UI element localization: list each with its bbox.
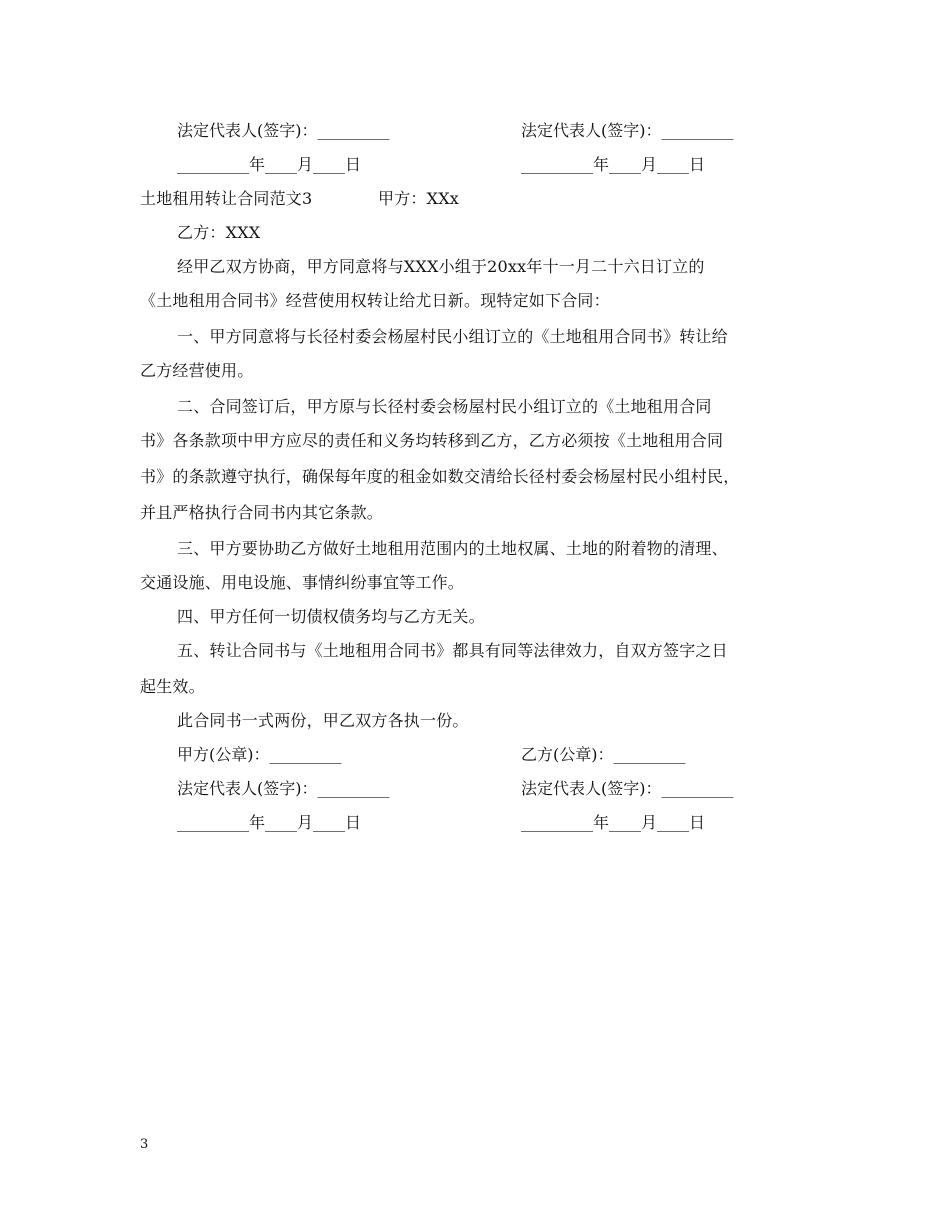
section-title: 土地租用转让合同范文3 (140, 189, 313, 208)
party-a-representative-signature: 法定代表人(签字)：_________ (177, 121, 390, 140)
party-a-date-line-bottom: _________年____月____日 (177, 813, 362, 832)
clause-2-line-2: 书》各条款项中甲方应尽的责任和义务均转移到乙方，乙方必须按《土地租用合同 (140, 431, 724, 450)
clause-4-line-1: 四、甲方任何一切债权债务均与乙方无关。 (177, 607, 485, 626)
closing-statement: 此合同书一式两份，甲乙双方各执一份。 (177, 711, 469, 730)
party-a-date-line: _________年____月____日 (177, 155, 362, 174)
party-a-representative-signature-bottom: 法定代表人(签字)：_________ (177, 779, 390, 798)
party-b-representative-signature: 法定代表人(签字)：_________ (521, 121, 734, 140)
clause-2-line-3: 书》的条款遵守执行，确保每年度的租金如数交清给长径村委会杨屋村民小组村民， (140, 467, 740, 486)
clause-2-line-1: 二、合同签订后，甲方原与长径村委会杨屋村民小组订立的《土地租用合同 (177, 397, 712, 416)
party-a-name: 甲方：XXx (378, 189, 460, 208)
party-b-name: 乙方：XXX (177, 223, 261, 242)
signature-row-representative-top (0, 119, 950, 143)
party-b-date-line-bottom: _________年____月____日 (521, 813, 706, 832)
clause-3-line-1: 三、甲方要协助乙方做好土地租用范围内的土地权属、土地的附着物的清理、 (177, 539, 728, 558)
clause-2-line-4: 并且严格执行合同书内其它条款。 (140, 503, 384, 522)
signature-row-seal (0, 743, 950, 767)
party-b-representative-signature-bottom: 法定代表人(签字)：_________ (521, 779, 734, 798)
intro-line-2: 《土地租用合同书》经营使用权转让给尤日新。现特定如下合同： (140, 291, 610, 310)
signature-row-representative-bottom (0, 777, 950, 801)
clause-1-line-1: 一、甲方同意将与长径村委会杨屋村民小组订立的《土地租用合同书》转让给 (177, 327, 728, 346)
clause-3-line-2: 交通设施、用电设施、事情纠纷事宜等工作。 (140, 573, 465, 592)
party-b-seal-line: 乙方(公章)：_________ (521, 745, 686, 764)
page-number: 3 (140, 1137, 149, 1152)
signature-row-date-bottom (0, 811, 950, 835)
intro-line-1: 经甲乙双方协商，甲方同意将与XXX小组于20xx年十一月二十六日订立的 (177, 257, 705, 276)
party-b-date-line: _________年____月____日 (521, 155, 706, 174)
signature-row-date-top (0, 153, 950, 177)
clause-5-line-2: 起生效。 (140, 677, 205, 696)
clause-5-line-1: 五、转让合同书与《土地租用合同书》都具有同等法律效力，自双方签字之日 (177, 641, 728, 660)
clause-1-line-2: 乙方经营使用。 (140, 361, 254, 380)
party-a-seal-line: 甲方(公章)：_________ (177, 745, 342, 764)
